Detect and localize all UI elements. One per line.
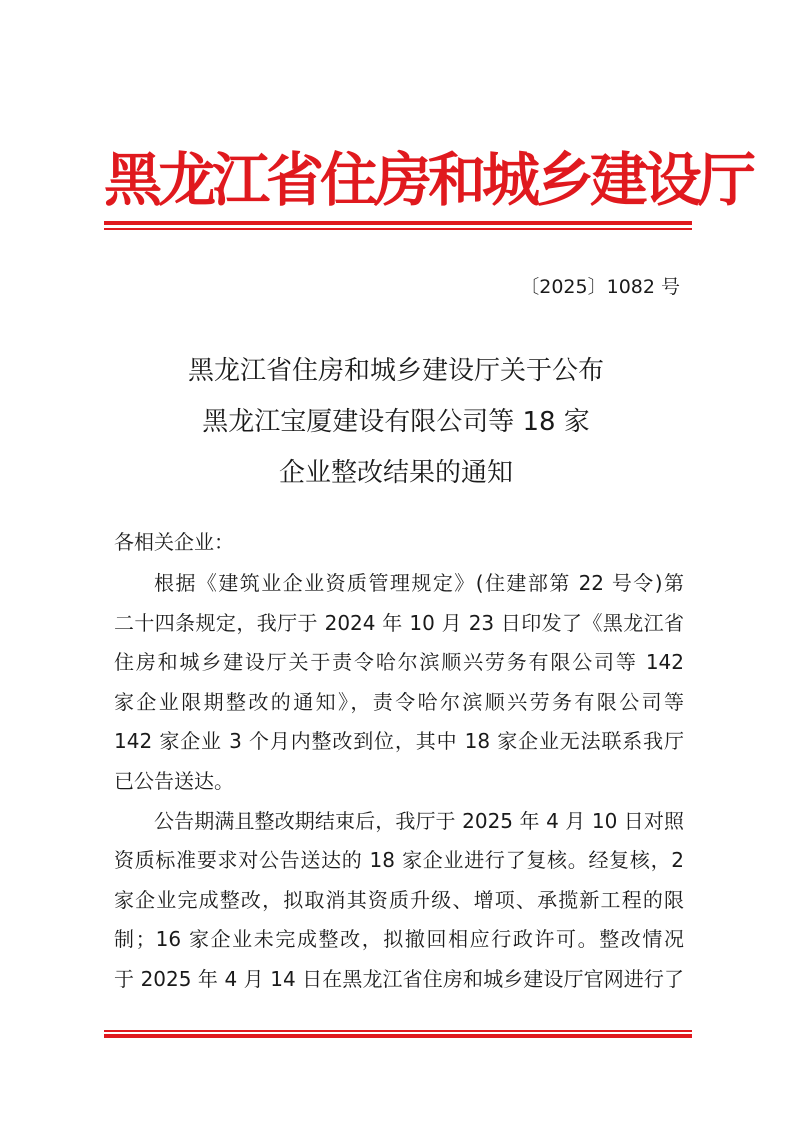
body-line: 家企业限期整改的通知》，责令哈尔滨顺兴劳务有限公司等: [114, 689, 684, 714]
title-line: 企业整改结果的通知: [278, 458, 513, 488]
body-line: 已公告送达。: [114, 768, 234, 793]
body-line: 住房和城乡建设厅关于责令哈尔滨顺兴劳务有限公司等 142: [114, 650, 684, 675]
document-number: 〔2025〕1082 号: [520, 276, 680, 298]
agency-masthead: 黑龙江省住房和城乡建设厅: [104, 146, 753, 214]
title-line: 黑龙江宝厦建设有限公司等 18 家: [202, 407, 590, 437]
title-line: 黑龙江省住房和城乡建设厅关于公布: [187, 356, 604, 386]
document-title: [104, 346, 688, 499]
body-line: 制；16 家企业未完成整改，拟撤回相应行政许可。整改情况: [114, 927, 684, 952]
body-line: 根据《建筑业企业资质管理规定》(住建部第 22 号令)第: [154, 571, 684, 595]
body-line: 142 家企业 3 个月内整改到位，其中 18 家企业无法联系我厅: [114, 729, 684, 754]
footer-rule-thick: [104, 1034, 692, 1038]
body-line: 资质标准要求对公告送达的 18 家企业进行了复核。经复核，2: [114, 848, 684, 873]
salutation: 各相关企业：: [114, 530, 234, 554]
masthead-rule-thick: [104, 221, 692, 225]
body-line: 二十四条规定，我厅于 2024 年 10 月 23 日印发了《黑龙江省: [114, 610, 684, 635]
body-line: 于 2025 年 4 月 14 日在黑龙江省住房和城乡建设厅官网进行了: [114, 966, 684, 991]
body-line: 公告期满且整改期结束后，我厅于 2025 年 4 月 10 日对照: [154, 808, 684, 833]
masthead-rule-thin: [104, 228, 692, 230]
document-body: [114, 564, 684, 1000]
body-line: 家企业完成整改，拟取消其资质升级、增项、承揽新工程的限: [114, 887, 684, 912]
footer-rule-thin: [104, 1030, 692, 1032]
